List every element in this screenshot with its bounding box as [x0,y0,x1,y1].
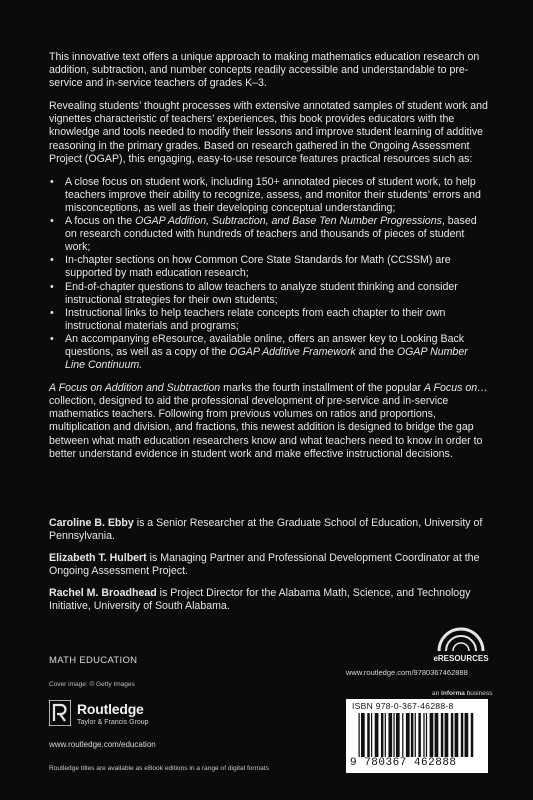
barcode-bar [411,713,414,757]
barcode-bar [367,713,370,757]
barcode-bar [423,713,424,757]
barcode-bar [471,713,474,757]
barcode-bar [451,713,454,757]
barcode-bar [396,713,400,757]
barcode-bar [465,713,469,757]
closing-paragraph: A Focus on Addition and Subtraction marks the fourth installment of the popular A Focus on… collection, designed to aid the professional development of pre-service and in-service mathematics teachers. Following from previous volumes on ratios and proportions, multiplication and division, and fractions, this newest addition is designed to bridge the gap between what math education researchers know and what teachers need to know in order to better understand evidence in student work and make effective instructional decisions. [49,382,488,460]
feature-item: • A close focus on student work, including 150+ annotated pieces of student work, to help teachers improve their ability to recognize, assess, and monitor their students’ errors and misconceptions, as well as their developing conceptual understanding; [49,176,489,215]
author-name: Elizabeth T. Hulbert [49,552,147,565]
barcode-bar [418,713,421,757]
publisher-name: Routledge [77,701,144,717]
author-name: Caroline B. Ebby [49,517,134,529]
book-url: www.routledge.com/9780367462888 [346,668,468,677]
publisher-url: www.routledge.com/education [49,740,156,749]
barcode-bar [406,713,410,757]
barcode-digits: 9 780367 462888 [350,757,457,769]
barcode-bar [371,713,372,757]
author-bio: Rachel M. Broadhead is Project Director for the Alabama Math, Science, and Technology Initiative, University of South Alabama. [49,587,471,613]
barcode-bar [441,713,444,757]
revealing-paragraph: Revealing students’ thought processes with extensive annotated samples of student work and vignettes characteristic of teachers’ experiences, this book provides educators with the knowledge and tools needed to modify their lessons and improve student learning of additive reasoning in the primary grades. Based on research gathered in the Ongoing Assessment Project (OGAP), this engaging, easy-to-use resource features practical resources such as: [49,100,488,165]
barcode-bar [375,713,379,757]
subject-category: MATH EDUCATION [49,655,138,666]
feature-item: • An accompanying eResource, available online, offers an answer key to Looking Back questions, as well as a copy of the OGAP Additive Framework and the OGAP Number Line Continuum. [49,333,489,372]
intro-paragraph: This innovative text offers a unique approach to making mathematics education research on addition, subtraction, and number concepts readily accessible and understandable to pre-service and in-service teachers of grades K–3. [49,51,480,90]
barcode-bar [455,713,459,757]
publisher-group: Taylor & Francis Group [77,719,149,726]
barcode-bar [393,713,394,757]
barcode-bar [359,713,360,757]
cover-image-credit: Cover image: © Getty Images [49,681,135,688]
barcode-bar [426,713,427,757]
feature-item: • Instructional links to help teachers relate concepts from each chapter to their own instructional materials and programs; [49,307,489,333]
informa-business-tagline: an informa business [432,690,493,697]
barcode-bar [402,713,403,757]
isbn-label: ISBN 978-0-367-46288-8 [352,701,454,711]
barcode-bar [430,713,434,757]
eresources-label: eRESOURCES [433,654,489,663]
barcode-bar [388,713,392,757]
author-name: Rachel M. Broadhead [49,587,157,600]
barcode-bar [385,713,386,757]
barcode-bar [435,713,439,757]
feature-item: • In-chapter sections on how Common Core State Standards for Math (CCSSM) are supported by math education research; [49,254,489,280]
feature-item: • End-of-chapter questions to allow teachers to analyze student thinking and consider instructional strategies for their own students; [49,281,489,307]
feature-list [49,176,489,372]
book-description [49,51,489,471]
barcode-bars [356,713,482,757]
isbn-barcode [346,699,488,773]
author-bio: Caroline B. Ebby is a Senior Researcher at the Graduate School of Education, University of Pennsylvania. [49,517,483,543]
routledge-logo-icon [49,700,71,726]
barcode-bar [415,713,416,757]
ebook-availability-note: Routledge titles are available as eBook editions in a range of digital formats [49,765,269,772]
eresources-badge-icon [433,623,489,663]
barcode-bar [461,713,464,757]
barcode-bar [445,713,449,757]
author-bio: Elizabeth T. Hulbert is Managing Partner and Professional Development Coordinator at the Ongoing Assessment Project. [49,552,480,578]
author-bios [49,517,489,623]
barcode-bar [381,713,384,757]
barcode-bar [361,713,365,757]
feature-item: • A focus on the OGAP Addition, Subtraction, and Base Ten Number Progressions, based on research conducted with hundreds of teachers and thousands of pieces of student work; [49,215,489,254]
